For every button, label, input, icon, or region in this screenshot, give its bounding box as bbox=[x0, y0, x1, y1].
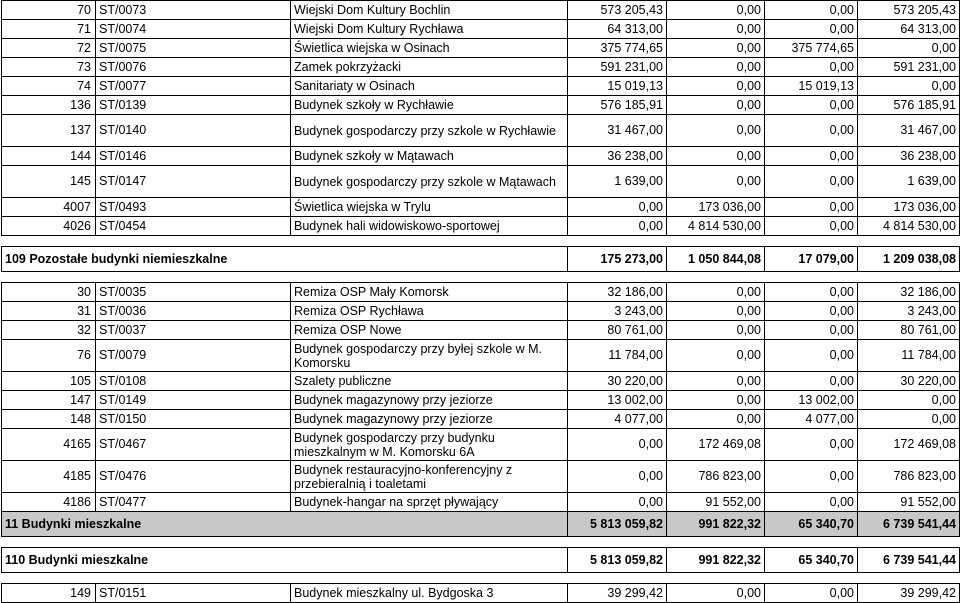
table-row bbox=[2, 283, 960, 302]
row-number: 148 bbox=[70, 411, 91, 426]
row-number: 32 bbox=[77, 322, 91, 337]
spacer-row bbox=[2, 573, 960, 584]
value-1: 591 231,00 bbox=[568, 58, 667, 77]
row-number: 4165 bbox=[63, 437, 91, 451]
asset-name: Budynek gospodarczy przy budynku mieszkalnym w M. Komorsku 6A bbox=[291, 429, 568, 461]
spacer-cell bbox=[2, 236, 960, 247]
group-value-1: 5 813 059,82 bbox=[568, 512, 667, 537]
value-1: 375 774,65 bbox=[568, 39, 667, 58]
asset-name: Wiejski Dom Kultury Bochlin bbox=[291, 1, 568, 20]
value-2: 0,00 bbox=[667, 321, 765, 340]
asset-name: Świetlica wiejska w Osinach bbox=[291, 39, 568, 58]
value-1: 80 761,00 bbox=[568, 321, 667, 340]
value-3: 0,00 bbox=[765, 166, 858, 198]
row-number: 4186 bbox=[63, 494, 91, 509]
group-label: 11 Budynki mieszkalne bbox=[2, 512, 568, 537]
table-row bbox=[2, 77, 960, 96]
asset-name: Szalety publiczne bbox=[291, 372, 568, 391]
value-3: 0,00 bbox=[765, 321, 858, 340]
group-value-4: 6 739 541,44 bbox=[858, 512, 960, 537]
group-value-3: 65 340,70 bbox=[765, 512, 858, 537]
value-4: 36 238,00 bbox=[858, 147, 960, 166]
value-4: 4 814 530,00 bbox=[858, 217, 960, 236]
table-row bbox=[2, 584, 960, 603]
value-4: 11 784,00 bbox=[858, 340, 960, 372]
value-3: 0,00 bbox=[765, 1, 858, 20]
value-4: 64 313,00 bbox=[858, 20, 960, 39]
group-total-row bbox=[2, 247, 960, 272]
value-2: 0,00 bbox=[667, 283, 765, 302]
asset-code: ST/0147 bbox=[96, 166, 291, 198]
value-1: 4 077,00 bbox=[568, 410, 667, 429]
row-number: 31 bbox=[77, 303, 91, 318]
value-3: 0,00 bbox=[765, 115, 858, 147]
row-number: 105 bbox=[70, 373, 91, 388]
group-label: 109 Pozostałe budynki niemieszkalne bbox=[2, 247, 568, 272]
lp-code-cell bbox=[2, 283, 96, 302]
value-1: 64 313,00 bbox=[568, 20, 667, 39]
value-2: 0,00 bbox=[667, 302, 765, 321]
asset-name: Budynek-hangar na sprzęt pływający bbox=[291, 493, 568, 512]
table-row bbox=[2, 391, 960, 410]
row-number: 72 bbox=[77, 40, 91, 55]
group-total-row bbox=[2, 512, 960, 537]
value-2: 0,00 bbox=[667, 584, 765, 603]
value-3: 0,00 bbox=[765, 58, 858, 77]
value-4: 786 823,00 bbox=[858, 461, 960, 493]
asset-code: ST/0467 bbox=[96, 429, 291, 461]
lp-code-cell bbox=[2, 198, 96, 217]
table-row bbox=[2, 20, 960, 39]
value-1: 573 205,43 bbox=[568, 1, 667, 20]
value-4: 39 299,42 bbox=[858, 584, 960, 603]
value-3: 0,00 bbox=[765, 372, 858, 391]
value-2: 0,00 bbox=[667, 391, 765, 410]
asset-code: ST/0074 bbox=[96, 20, 291, 39]
row-number: 4026 bbox=[63, 218, 91, 233]
asset-name: Budynek gospodarczy przy byłej szkole w M. Komorsku bbox=[291, 340, 568, 372]
table-row bbox=[2, 115, 960, 147]
table-row bbox=[2, 461, 960, 493]
value-4: 0,00 bbox=[858, 410, 960, 429]
value-2: 0,00 bbox=[667, 96, 765, 115]
group-value-2: 991 822,32 bbox=[667, 548, 765, 573]
asset-name: Wiejski Dom Kultury Rychława bbox=[291, 20, 568, 39]
value-1: 30 220,00 bbox=[568, 372, 667, 391]
table-row bbox=[2, 340, 960, 372]
value-3: 0,00 bbox=[765, 198, 858, 217]
asset-code: ST/0477 bbox=[96, 493, 291, 512]
value-4: 91 552,00 bbox=[858, 493, 960, 512]
value-1: 576 185,91 bbox=[568, 96, 667, 115]
lp-code-cell bbox=[2, 340, 96, 372]
value-3: 0,00 bbox=[765, 147, 858, 166]
table-row bbox=[2, 198, 960, 217]
asset-name: Świetlica wiejska w Trylu bbox=[291, 198, 568, 217]
row-number: 4007 bbox=[63, 199, 91, 214]
table-row bbox=[2, 217, 960, 236]
value-3: 4 077,00 bbox=[765, 410, 858, 429]
row-number: 144 bbox=[70, 148, 91, 163]
lp-code-cell bbox=[2, 58, 96, 77]
value-2: 91 552,00 bbox=[667, 493, 765, 512]
asset-name: Budynek magazynowy przy jeziorze bbox=[291, 391, 568, 410]
value-3: 0,00 bbox=[765, 96, 858, 115]
lp-code-cell bbox=[2, 461, 96, 493]
row-number: 76 bbox=[77, 348, 91, 362]
row-number: 145 bbox=[70, 174, 91, 188]
asset-code: ST/0454 bbox=[96, 217, 291, 236]
table-row bbox=[2, 302, 960, 321]
lp-code-cell bbox=[2, 96, 96, 115]
value-4: 173 036,00 bbox=[858, 198, 960, 217]
value-1: 32 186,00 bbox=[568, 283, 667, 302]
value-2: 0,00 bbox=[667, 166, 765, 198]
row-number: 30 bbox=[77, 284, 91, 299]
value-2: 0,00 bbox=[667, 115, 765, 147]
spacer-row bbox=[2, 537, 960, 548]
value-3: 0,00 bbox=[765, 584, 858, 603]
group-value-3: 65 340,70 bbox=[765, 548, 858, 573]
value-1: 13 002,00 bbox=[568, 391, 667, 410]
value-2: 4 814 530,00 bbox=[667, 217, 765, 236]
asset-name: Zamek pokrzyżacki bbox=[291, 58, 568, 77]
value-3: 0,00 bbox=[765, 302, 858, 321]
value-2: 786 823,00 bbox=[667, 461, 765, 493]
group-value-4: 1 209 038,08 bbox=[858, 247, 960, 272]
value-1: 0,00 bbox=[568, 429, 667, 461]
asset-code: ST/0077 bbox=[96, 77, 291, 96]
value-3: 0,00 bbox=[765, 493, 858, 512]
table-row bbox=[2, 147, 960, 166]
spacer-row bbox=[2, 236, 960, 247]
value-3: 15 019,13 bbox=[765, 77, 858, 96]
value-2: 172 469,08 bbox=[667, 429, 765, 461]
value-4: 30 220,00 bbox=[858, 372, 960, 391]
value-4: 172 469,08 bbox=[858, 429, 960, 461]
row-number: 136 bbox=[70, 97, 91, 112]
asset-code: ST/0493 bbox=[96, 198, 291, 217]
row-number: 147 bbox=[70, 392, 91, 407]
lp-code-cell bbox=[2, 321, 96, 340]
value-4: 3 243,00 bbox=[858, 302, 960, 321]
value-4: 0,00 bbox=[858, 391, 960, 410]
group-value-1: 175 273,00 bbox=[568, 247, 667, 272]
asset-name: Remiza OSP Mały Komorsk bbox=[291, 283, 568, 302]
table-row bbox=[2, 493, 960, 512]
value-4: 576 185,91 bbox=[858, 96, 960, 115]
asset-name: Budynek szkoły w Mątawach bbox=[291, 147, 568, 166]
value-3: 0,00 bbox=[765, 340, 858, 372]
asset-code: ST/0140 bbox=[96, 115, 291, 147]
group-value-2: 991 822,32 bbox=[667, 512, 765, 537]
lp-code-cell bbox=[2, 584, 96, 603]
spacer-cell bbox=[2, 573, 960, 584]
table-row bbox=[2, 166, 960, 198]
value-1: 0,00 bbox=[568, 198, 667, 217]
table-row bbox=[2, 1, 960, 20]
value-1: 11 784,00 bbox=[568, 340, 667, 372]
asset-code: ST/0037 bbox=[96, 321, 291, 340]
asset-table bbox=[1, 0, 960, 603]
asset-name: Budynek gospodarczy przy szkole w Rychławie bbox=[291, 115, 568, 147]
row-number: 137 bbox=[70, 123, 91, 137]
row-number: 71 bbox=[77, 21, 91, 36]
value-2: 0,00 bbox=[667, 58, 765, 77]
lp-code-cell bbox=[2, 391, 96, 410]
value-4: 80 761,00 bbox=[858, 321, 960, 340]
value-2: 0,00 bbox=[667, 147, 765, 166]
asset-name: Budynek restauracyjno-konferencyjny z przebieralnią i toaletami bbox=[291, 461, 568, 493]
spacer-row bbox=[2, 272, 960, 283]
asset-name: Sanitariaty w Osinach bbox=[291, 77, 568, 96]
group-value-3: 17 079,00 bbox=[765, 247, 858, 272]
value-4: 591 231,00 bbox=[858, 58, 960, 77]
group-value-4: 6 739 541,44 bbox=[858, 548, 960, 573]
value-3: 0,00 bbox=[765, 429, 858, 461]
group-value-2: 1 050 844,08 bbox=[667, 247, 765, 272]
value-2: 0,00 bbox=[667, 372, 765, 391]
table-row bbox=[2, 429, 960, 461]
lp-code-cell bbox=[2, 147, 96, 166]
value-1: 0,00 bbox=[568, 461, 667, 493]
value-2: 0,00 bbox=[667, 410, 765, 429]
asset-name: Budynek szkoły w Rychławie bbox=[291, 96, 568, 115]
value-1: 15 019,13 bbox=[568, 77, 667, 96]
asset-code: ST/0151 bbox=[96, 584, 291, 603]
lp-code-cell bbox=[2, 493, 96, 512]
value-4: 1 639,00 bbox=[858, 166, 960, 198]
lp-code-cell bbox=[2, 429, 96, 461]
group-value-1: 5 813 059,82 bbox=[568, 548, 667, 573]
value-1: 1 639,00 bbox=[568, 166, 667, 198]
value-1: 39 299,42 bbox=[568, 584, 667, 603]
row-number: 4185 bbox=[63, 469, 91, 483]
value-1: 3 243,00 bbox=[568, 302, 667, 321]
value-1: 0,00 bbox=[568, 493, 667, 512]
asset-name: Remiza OSP Rychława bbox=[291, 302, 568, 321]
asset-name: Budynek mieszkalny ul. Bydgoska 3 bbox=[291, 584, 568, 603]
row-number: 70 bbox=[77, 2, 91, 17]
lp-code-cell bbox=[2, 39, 96, 58]
value-2: 0,00 bbox=[667, 77, 765, 96]
group-label: 110 Budynki mieszkalne bbox=[2, 548, 568, 573]
value-4: 32 186,00 bbox=[858, 283, 960, 302]
value-4: 31 467,00 bbox=[858, 115, 960, 147]
value-2: 0,00 bbox=[667, 20, 765, 39]
asset-code: ST/0476 bbox=[96, 461, 291, 493]
asset-code: ST/0108 bbox=[96, 372, 291, 391]
table-row bbox=[2, 410, 960, 429]
asset-code: ST/0079 bbox=[96, 340, 291, 372]
lp-code-cell bbox=[2, 372, 96, 391]
spacer-cell bbox=[2, 272, 960, 283]
value-4: 573 205,43 bbox=[858, 1, 960, 20]
lp-code-cell bbox=[2, 20, 96, 39]
asset-code: ST/0035 bbox=[96, 283, 291, 302]
asset-name: Budynek gospodarczy przy szkole w Mątawach bbox=[291, 166, 568, 198]
lp-code-cell bbox=[2, 77, 96, 96]
value-2: 173 036,00 bbox=[667, 198, 765, 217]
value-4: 0,00 bbox=[858, 39, 960, 58]
value-3: 0,00 bbox=[765, 461, 858, 493]
asset-name: Budynek hali widowiskowo-sportowej bbox=[291, 217, 568, 236]
asset-name: Remiza OSP Nowe bbox=[291, 321, 568, 340]
lp-code-cell bbox=[2, 302, 96, 321]
row-number: 74 bbox=[77, 78, 91, 93]
table-row bbox=[2, 321, 960, 340]
asset-code: ST/0036 bbox=[96, 302, 291, 321]
row-number: 73 bbox=[77, 59, 91, 74]
asset-code: ST/0150 bbox=[96, 410, 291, 429]
table-row bbox=[2, 39, 960, 58]
row-number: 149 bbox=[70, 585, 91, 600]
asset-code: ST/0076 bbox=[96, 58, 291, 77]
value-3: 0,00 bbox=[765, 283, 858, 302]
table-row bbox=[2, 372, 960, 391]
lp-code-cell bbox=[2, 410, 96, 429]
value-2: 0,00 bbox=[667, 39, 765, 58]
lp-code-cell bbox=[2, 1, 96, 20]
group-total-row bbox=[2, 548, 960, 573]
value-2: 0,00 bbox=[667, 1, 765, 20]
asset-code: ST/0073 bbox=[96, 1, 291, 20]
value-1: 36 238,00 bbox=[568, 147, 667, 166]
asset-code: ST/0149 bbox=[96, 391, 291, 410]
value-3: 13 002,00 bbox=[765, 391, 858, 410]
spacer-cell bbox=[2, 537, 960, 548]
value-3: 0,00 bbox=[765, 20, 858, 39]
lp-code-cell bbox=[2, 166, 96, 198]
table-row bbox=[2, 58, 960, 77]
value-2: 0,00 bbox=[667, 340, 765, 372]
asset-code: ST/0075 bbox=[96, 39, 291, 58]
value-4: 0,00 bbox=[858, 77, 960, 96]
table-row bbox=[2, 96, 960, 115]
lp-code-cell bbox=[2, 115, 96, 147]
lp-code-cell bbox=[2, 217, 96, 236]
value-1: 31 467,00 bbox=[568, 115, 667, 147]
value-3: 375 774,65 bbox=[765, 39, 858, 58]
value-1: 0,00 bbox=[568, 217, 667, 236]
asset-code: ST/0139 bbox=[96, 96, 291, 115]
value-3: 0,00 bbox=[765, 217, 858, 236]
asset-name: Budynek magazynowy przy jeziorze bbox=[291, 410, 568, 429]
asset-code: ST/0146 bbox=[96, 147, 291, 166]
